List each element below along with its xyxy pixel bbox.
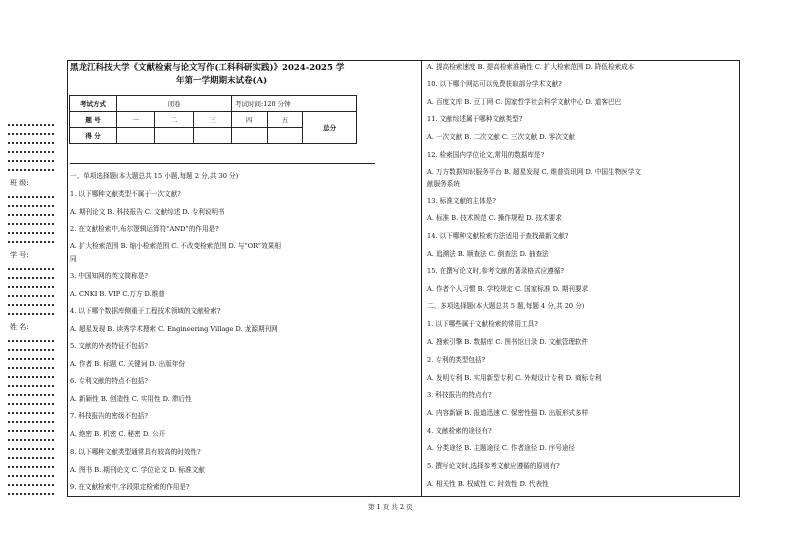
title-line-1: 黑龙江科技大学《文献检索与论文写作(工科科研实践)》2024-2025 学 <box>70 63 345 73</box>
section-2-heading: 二、多项选择题(本大题总共 5 题,每题 4 分,共 20 分) <box>427 302 585 310</box>
part-4: 四 <box>232 112 268 128</box>
question-15-options: A. 作者个人习惯 B. 学校规定 C. 国家标准 D. 期刊要求 <box>427 285 589 293</box>
question-no-label: 题 号 <box>70 112 117 128</box>
multi-question-2-options: A. 发明专利 B. 实用新型专利 C. 外观设计专利 D. 商标专利 <box>427 374 602 382</box>
question-12-options-cont: 献服务系统 <box>427 180 460 188</box>
question-5: 5. 文献的外表特征不包括? <box>70 342 148 350</box>
section-rule <box>70 163 375 164</box>
total-label: 总分 <box>303 112 357 144</box>
question-5-options: A. 作者 B. 标题 C. 关键词 D. 出版年份 <box>70 360 186 368</box>
multi-question-1-options: A. 搜索引擎 B. 数据库 C. 图书馆目录 D. 文献管理软件 <box>427 338 589 346</box>
question-8: 8. 以下哪种文献类型通常具有较高的时效性? <box>70 448 201 456</box>
question-7-options: A. 绝密 B. 机密 C. 秘密 D. 公开 <box>70 430 166 438</box>
question-14-options: A. 追溯法 B. 顺查法 C. 倒查法 D. 抽查法 <box>427 250 549 258</box>
question-3: 3. 中国知网的英文简称是? <box>70 272 148 280</box>
score-cell-2[interactable] <box>155 128 193 144</box>
multi-question-4: 4. 文献检索的途径有? <box>427 427 492 435</box>
score-cell-1[interactable] <box>117 128 155 144</box>
question-4: 4. 以下哪个数据库侧重于工程技术领域的文献检索? <box>70 307 221 315</box>
exam-method-label: 考试方式 <box>70 96 117 112</box>
question-7: 7. 科技报告的密级不包括? <box>70 412 148 420</box>
name-label: 姓 名: <box>10 323 29 331</box>
multi-question-2: 2. 专利的类型包括? <box>427 356 486 364</box>
column-divider <box>421 60 422 497</box>
score-table <box>69 95 357 144</box>
question-15: 15. 在撰写论文时,参考文献的著录格式应遵循? <box>427 267 564 275</box>
multi-question-5-options: A. 相关性 B. 权威性 C. 时效性 D. 代表性 <box>427 480 549 488</box>
multi-question-3-options: A. 内容新颖 B. 报道迅速 C. 保密性强 D. 出版形式多样 <box>427 409 589 417</box>
question-1: 1. 以下哪种文献类型不属于一次文献? <box>70 190 181 198</box>
part-3: 三 <box>193 112 231 128</box>
part-1: 一 <box>117 112 155 128</box>
question-11: 11. 文献综述属于哪种文献类型? <box>427 115 523 123</box>
question-11-options: A. 一次文献 B. 二次文献 C. 三次文献 D. 零次文献 <box>427 133 576 141</box>
title-line-2: 年第一学期期末试卷(A) <box>176 76 268 86</box>
part-2: 二 <box>155 112 193 128</box>
question-1-options: A. 期刊论文 B. 科技报告 C. 文献综述 D. 专利说明书 <box>70 208 225 216</box>
student-id-label: 学 号: <box>10 251 29 259</box>
exam-method-value: 闭卷 <box>117 96 232 112</box>
question-2: 2. 在文献检索中,布尔逻辑运算符“AND”的作用是? <box>70 225 219 233</box>
question-10-options: A. 百度文库 B. 豆丁网 C. 国家哲学社会科学文献中心 D. 道客巴巴 <box>427 98 622 106</box>
question-6-options: A. 新颖性 B. 创造性 C. 实用性 D. 滞后性 <box>70 395 192 403</box>
question-2-options: A. 扩大检索范围 B. 缩小检索范围 C. 不改变检索范围 D. 与“OR”效果相 <box>70 242 281 250</box>
multi-question-1: 1. 以下哪些属于文献检索的常用工具? <box>427 320 538 328</box>
question-14: 14. 以下哪种文献检索方法适用于查找最新文献? <box>427 232 569 240</box>
multi-question-3: 3. 科技报告的特点有? <box>427 391 492 399</box>
question-13: 13. 标准文献的主体是? <box>427 197 496 205</box>
multi-question-4-options: A. 分类途径 B. 主题途径 C. 作者途径 D. 序号途径 <box>427 444 576 452</box>
question-13-options: A. 标准 B. 技术规范 C. 操作规程 D. 技术要求 <box>427 214 562 222</box>
class-label: 班 级: <box>10 179 29 187</box>
question-2-options-cont: 同 <box>70 255 77 263</box>
question-9-options: A. 提高检索速度 B. 提高检索准确性 C. 扩大检索范围 D. 降低检索成本 <box>427 63 635 71</box>
score-cell-3[interactable] <box>193 128 231 144</box>
part-5: 五 <box>267 112 303 128</box>
binding-margin <box>8 124 58 502</box>
multi-question-5: 5. 撰写论文时,选择参考文献应遵循的原则有? <box>427 462 560 470</box>
question-6: 6. 专利文献的特点不包括? <box>70 377 148 385</box>
question-8-options: A. 图书 B. 期刊论文 C. 学位论文 D. 标准文献 <box>70 466 205 474</box>
question-10: 10. 以下哪个网站可以免费获取部分学术文献? <box>427 80 562 88</box>
exam-time: 考试时间:120 分钟 <box>232 96 357 112</box>
question-12: 12. 检索国内学位论文,常用的数据库是? <box>427 151 545 159</box>
section-1-heading: 一、单项选择题(本大题总共 15 小题,每题 2 分,共 30 分) <box>70 172 239 180</box>
score-label: 得 分 <box>70 128 117 144</box>
exam-title <box>70 62 420 88</box>
question-9: 9. 在文献检索中,字段限定检索的作用是? <box>70 483 190 491</box>
score-cell-4[interactable] <box>232 128 268 144</box>
question-3-options: A. CNKI B. VIP C.万方 D.维普 <box>70 290 165 298</box>
page-footer: 第 1 页 共 2 页 <box>368 503 413 511</box>
question-12-options: A. 万方数据知识服务平台 B. 超星发现 C. 维普资讯网 D. 中国生物医学文 <box>427 168 641 176</box>
question-4-options: A. 超星发现 B. 读秀学术搜索 C. Engineering Village D. 龙源期刊网 <box>70 325 278 333</box>
score-cell-5[interactable] <box>267 128 303 144</box>
